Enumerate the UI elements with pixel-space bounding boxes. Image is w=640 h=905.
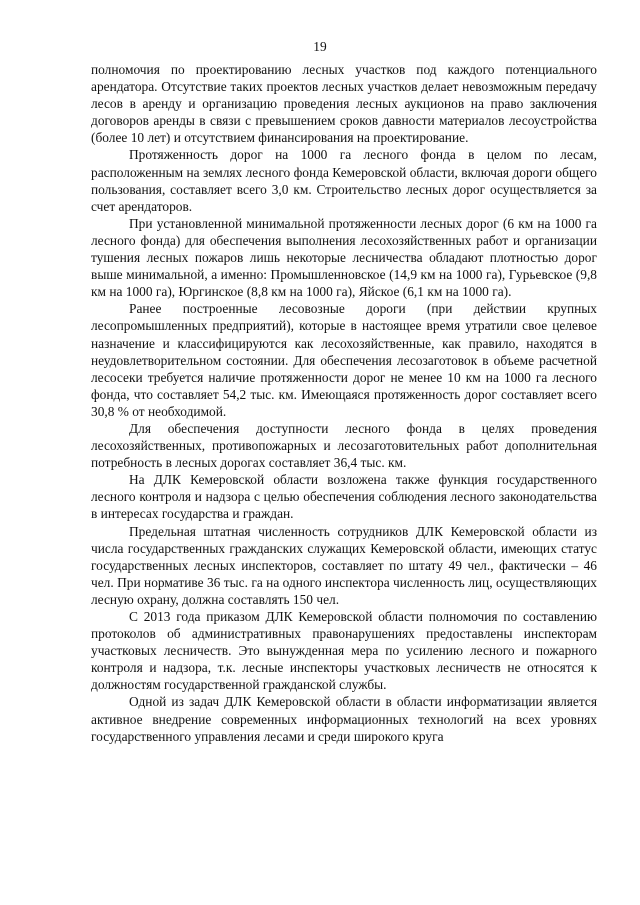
paragraph-6: На ДЛК Кемеровской области возложена также функция государственного лесного контроля и надзора с целью обеспечения соблюдения лесного законодательства в интересах государства и граждан.	[91, 472, 597, 522]
paragraph-1: полномочия по проектированию лесных участков под каждого потенциального арендатора. Отсутствие таких проектов лесных участков делает невозможным передачу лесов в аренду и организацию проведения лесных аукционов на право заключения договоров аренды в связи с превышением сроков давности материалов лесоустройства (более 10 лет) и отсутствием финансирования на проектирование.	[91, 62, 597, 146]
paragraph-4: Ранее построенные лесовозные дороги (при действии крупных лесопромышленных предприятий), которые в настоящее время утратили свое целевое назначение и классифицируются как лесохозяйственные, как правило, находятся в неудовлетворительном состоянии. Для обеспечения лесозаготовок в объеме расчетной лесосеки требуется наличие протяженности дорог не менее 10 км на 1000 га лесного фонда, что составляет 54,2 тыс. км. Имеющаяся протяженность дорог составляет всего 30,8 % от необходимой.	[91, 301, 597, 419]
body-text	[91, 61, 597, 745]
paragraph-2: Протяженность дорог на 1000 га лесного фонда в целом по лесам, расположенным на землях лесного фонда Кемеровской области, включая дороги общего пользования, составляет всего 3,0 км. Строительство лесных дорог осуществляется за счет арендаторов.	[91, 147, 597, 214]
paragraph-9: Одной из задач ДЛК Кемеровской области в области информатизации является активное внедрение современных информационных технологий на всех уровнях государственного управления лесами и среди широкого круга	[91, 694, 597, 744]
paragraph-8: С 2013 года приказом ДЛК Кемеровской области полномочия по составлению протоколов об административных правонарушениях предоставлены инспекторам участковых лесничеств. Это вынужденная мера по усилению лесного и пожарного контроля и надзора, т.к. лесные инспекторы участковых лесничеств не относятся к должностям государственной гражданской службы.	[91, 609, 597, 693]
paragraph-5: Для обеспечения доступности лесного фонда в целях проведения лесохозяйственных, противопожарных и лесозаготовительных работ дополнительная потребность в лесных дорогах составляет 36,4 тыс. км.	[91, 420, 597, 471]
paragraph-3: При установленной минимальной протяженности лесных дорог (6 км на 1000 га лесного фонда) для обеспечения выполнения лесохозяйственных работ и организации тушения лесных пожаров лишь некоторые лесничества обладают плотностью дорог выше минимальной, а именно: Промышленновское (14,9 км на 1000 га), Гурьевское (9,8 км на 1000 га), Юргинское (8,8 км на 1000 га), Яйское (6,1 км на 1000 га).	[91, 215, 597, 300]
paragraph-7: Предельная штатная численность сотрудников ДЛК Кемеровской области из числа государственных гражданских служащих Кемеровской области, имеющих статус государственных лесных инспекторов, составляет по штату 49 чел., фактически – 46 чел. При нормативе 36 тыс. га на одного инспектора численность лиц, осуществляющих лесную охрану, должна составлять 150 чел.	[91, 523, 597, 607]
page-number: 19	[313, 39, 327, 54]
